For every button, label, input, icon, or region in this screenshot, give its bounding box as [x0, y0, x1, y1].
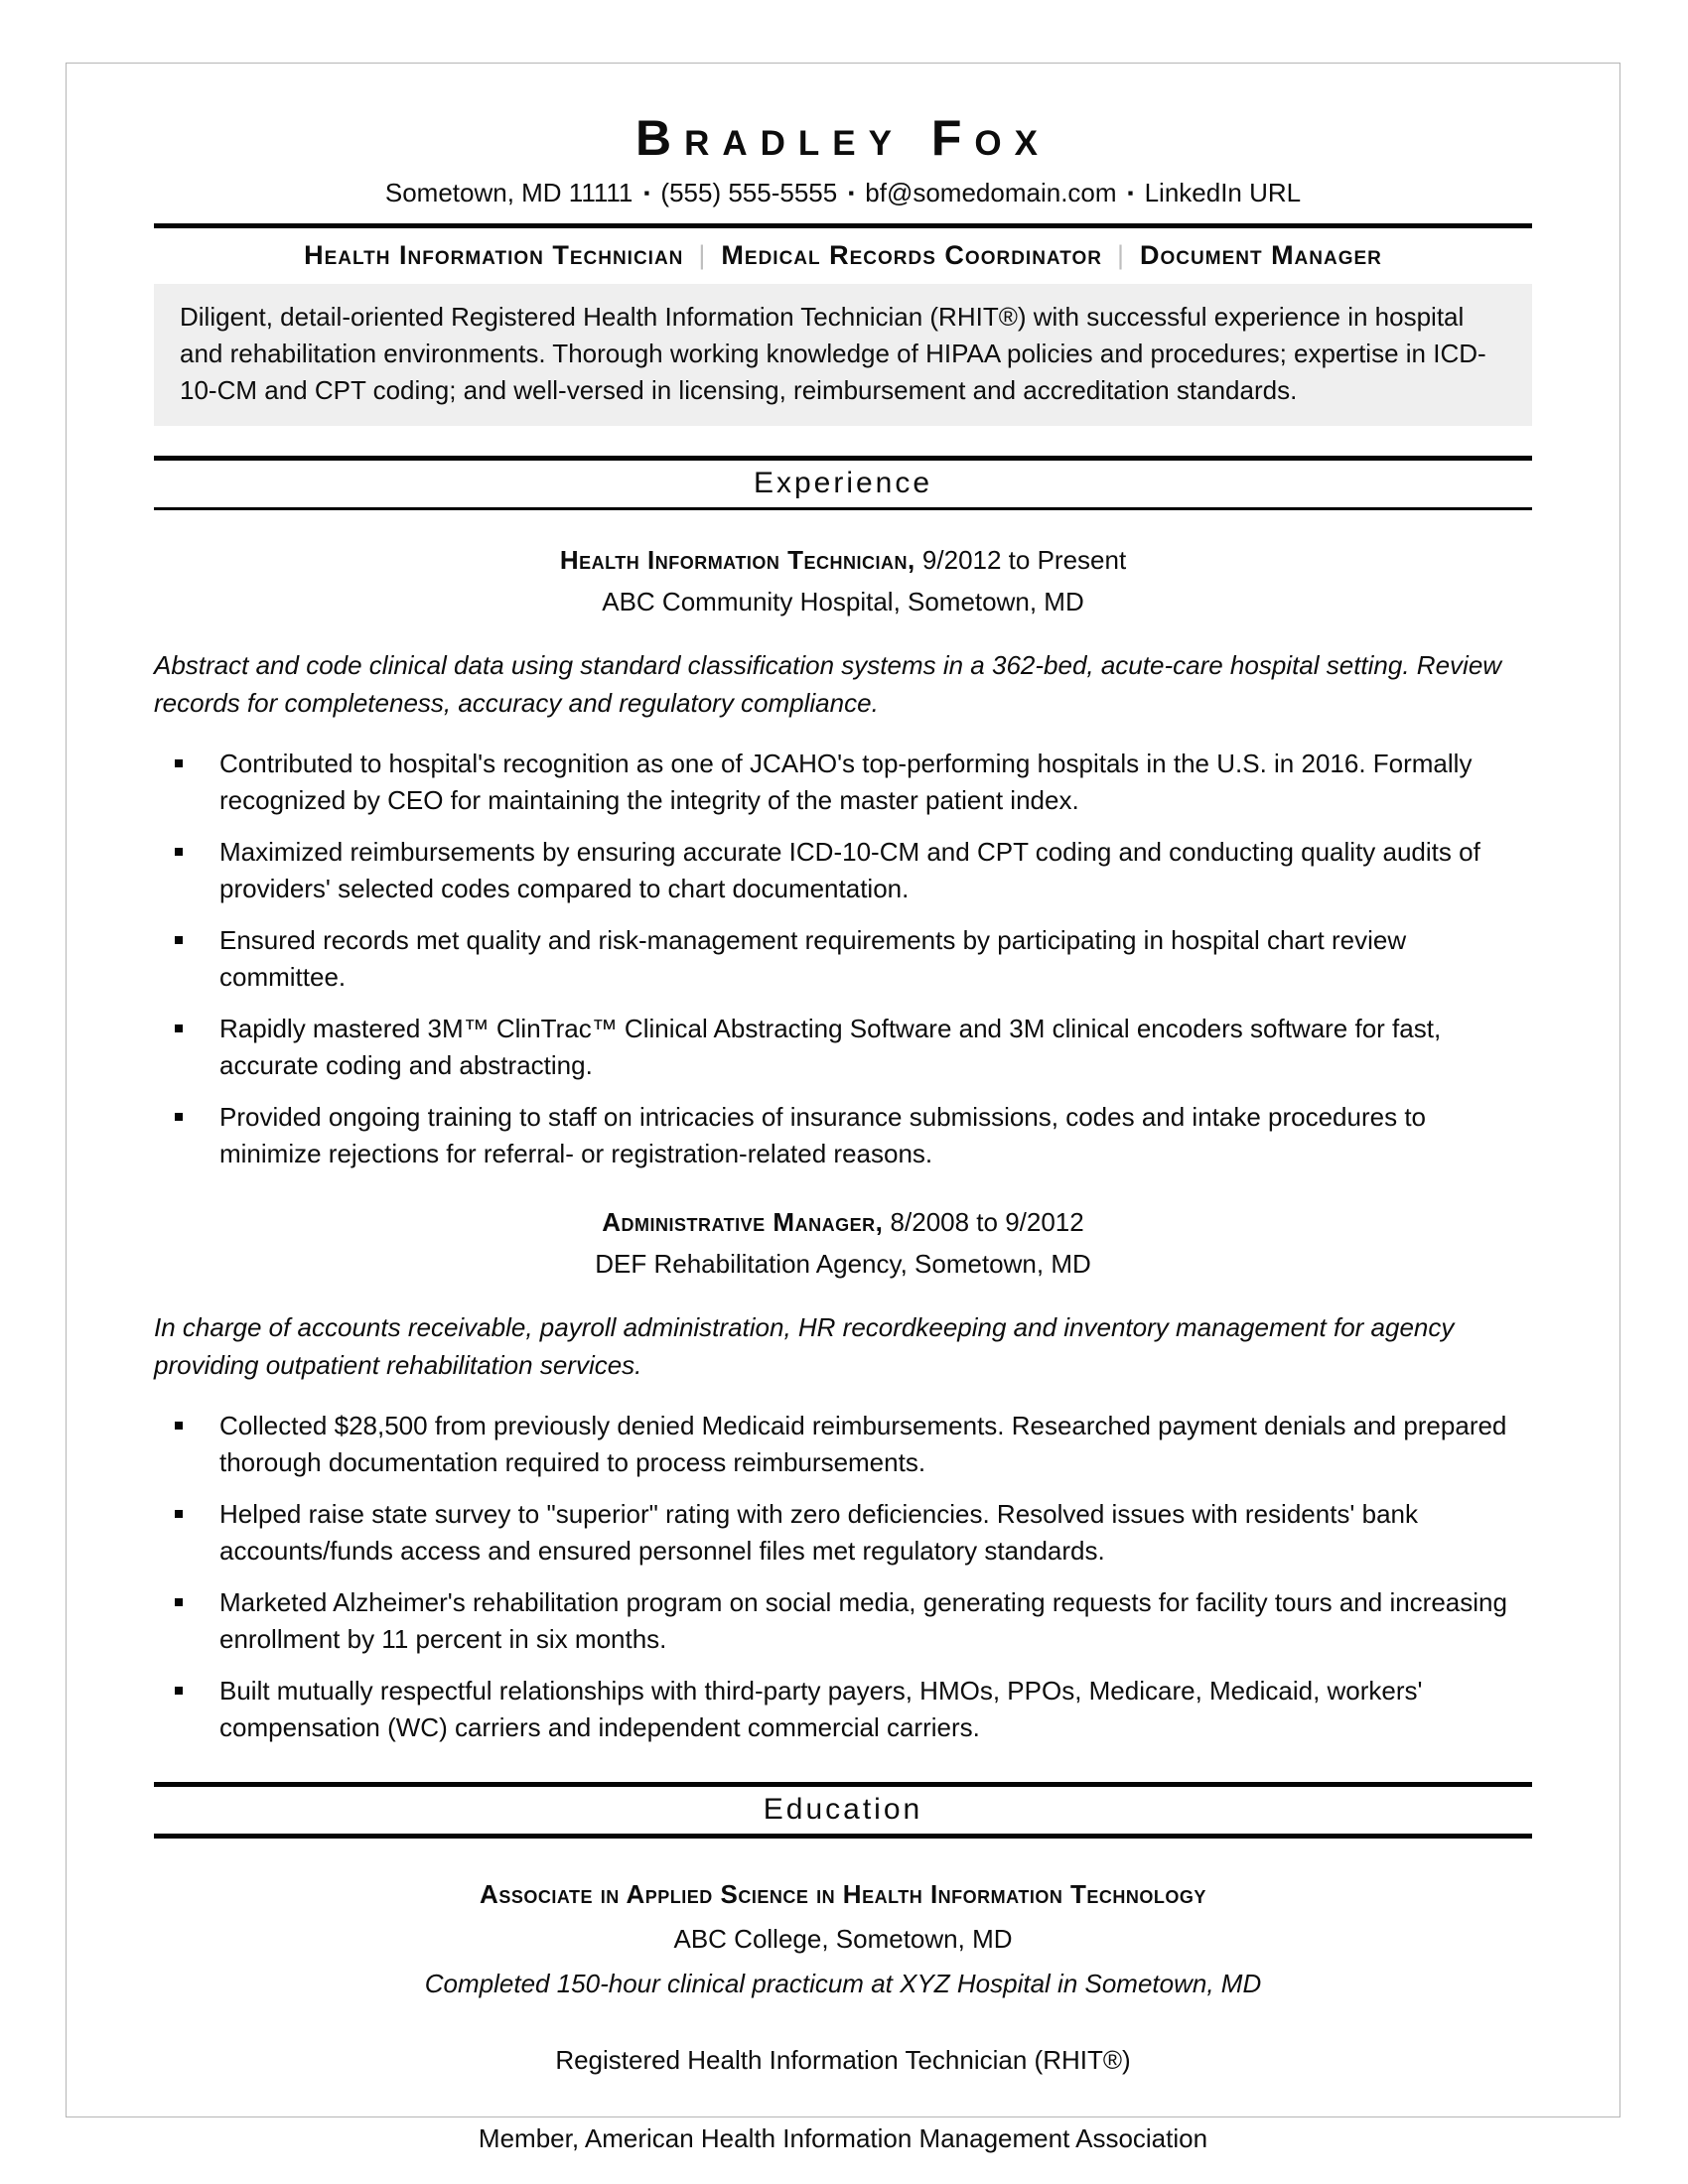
bullet-icon — [175, 1024, 183, 1032]
bullet-text: Ensured records met quality and risk-management requirements by participating in hospital chart review committee. — [219, 925, 1407, 992]
bullet-text: Built mutually respectful relationships with third-party payers, HMOs, PPOs, Medicare, Medicaid, workers' compensation (WC) carriers and independent commercial carriers. — [219, 1676, 1423, 1742]
bullet-icon — [175, 1598, 183, 1606]
job-dates: 8/2008 to 9/2012 — [890, 1207, 1084, 1237]
contact-email: bf@somedomain.com — [865, 178, 1117, 207]
bullet-text: Contributed to hospital's recognition as one of JCAHO's top-performing hospitals in the U.S. in 2016. Formally recognized by CEO for maintaining the integrity of the master patient index. — [219, 749, 1473, 815]
list-item — [154, 834, 1532, 907]
list-item — [154, 1011, 1532, 1084]
role-medical-records-coordinator: Medical Records Coordinator — [721, 240, 1102, 270]
contact-separator-icon: ▪ — [1127, 184, 1134, 203]
job-bullet-list — [154, 746, 1532, 1172]
contact-line — [154, 177, 1532, 209]
job-title-line — [154, 544, 1532, 577]
bullet-text: Helped raise state survey to "superior" rating with zero deficiencies. Resolved issues with residents' bank accounts/funds access and ensured personnel files met regulatory standards. — [219, 1499, 1418, 1566]
summary-text: Diligent, detail-oriented Registered Health Information Technician (RHIT®) with successful experience in hospital and rehabilitation environments. Thorough working knowledge of HIPAA policies and procedures; expertise in ICD-10-CM and CPT coding; and well-versed in licensing, reimbursement and accreditation standards. — [180, 302, 1486, 405]
job-description: In charge of accounts receivable, payroll administration, HR recordkeeping and inventory management for agency providing outpatient rehabilitation services. — [154, 1312, 1455, 1380]
list-item — [154, 1673, 1532, 1746]
bullet-text: Maximized reimbursements by ensuring accurate ICD-10-CM and CPT coding and conducting quality audits of providers' selected codes compared to chart documentation. — [219, 837, 1480, 903]
job-dates: 9/2012 to Present — [921, 545, 1127, 575]
contact-separator-icon: ▪ — [643, 184, 650, 203]
education-membership: Member, American Health Information Management Association — [478, 2123, 1208, 2153]
education-certification: Registered Health Information Technician (RHIT®) — [555, 2045, 1131, 2075]
education-degree: Associate in Applied Science in Health Information Technology — [480, 1879, 1206, 1909]
header-divider — [154, 223, 1532, 228]
list-item — [154, 1584, 1532, 1658]
job-employer: DEF Rehabilitation Agency, Sometown, MD — [595, 1249, 1091, 1279]
job-title: Administrative Manager, — [602, 1207, 884, 1237]
list-item — [154, 1496, 1532, 1570]
bullet-icon — [175, 1510, 183, 1518]
job-bullet-list — [154, 1408, 1532, 1746]
contact-location: Sometown, MD 11111 — [384, 178, 633, 207]
job-employer: ABC Community Hospital, Sometown, MD — [602, 587, 1084, 616]
contact-phone: (555) 555-5555 — [660, 178, 838, 207]
bullet-text: Rapidly mastered 3M™ ClinTrac™ Clinical Abstracting Software and 3M clinical encoders software for fast, accurate coding and abstracting. — [219, 1014, 1442, 1080]
bullet-text: Provided ongoing training to staff on intricacies of insurance submissions, codes and intake procedures to minimize rejections for referral- or registration-related reasons. — [219, 1102, 1427, 1168]
job-description: Abstract and code clinical data using standard classification systems in a 362-bed, acute-care hospital setting. Review records for completeness, accuracy and regulatory compliance. — [154, 650, 1502, 718]
experience-top-rule — [154, 456, 1532, 461]
education-section — [154, 1782, 1532, 2155]
role-separator: | — [1117, 240, 1126, 270]
list-item — [154, 746, 1532, 819]
education-top-rule — [154, 1782, 1532, 1787]
role-document-manager: Document Manager — [1140, 240, 1382, 270]
list-item — [154, 1408, 1532, 1481]
bullet-icon — [175, 1687, 183, 1695]
bullet-icon — [175, 936, 183, 944]
roles-line — [154, 238, 1532, 272]
bullet-icon — [175, 1113, 183, 1121]
experience-section-header — [154, 456, 1532, 510]
bullet-text: Marketed Alzheimer's rehabilitation program on social media, generating requests for facility tours and increasing enrollment by 11 percent in six months. — [219, 1587, 1507, 1654]
job-health-information-technician — [154, 544, 1532, 1172]
education-section-title: Education — [763, 1793, 923, 1826]
list-item — [154, 922, 1532, 996]
job-title-line — [154, 1206, 1532, 1239]
job-title: Health Information Technician, — [559, 545, 915, 575]
bullet-text: Collected $28,500 from previously denied Medicaid reimbursements. Researched payment denials and prepared thorough documentation required to process reimbursements. — [219, 1411, 1507, 1477]
education-practicum: Completed 150-hour clinical practicum at XYZ Hospital in Sometown, MD — [424, 1969, 1262, 1998]
job-administrative-manager — [154, 1206, 1532, 1746]
candidate-name: Bradley Fox — [634, 110, 1051, 166]
bullet-icon — [175, 759, 183, 767]
contact-linkedin: LinkedIn URL — [1144, 178, 1302, 207]
bullet-icon — [175, 1422, 183, 1430]
list-item — [154, 1099, 1532, 1172]
contact-separator-icon: ▪ — [848, 184, 855, 203]
experience-section-title: Experience — [753, 467, 933, 499]
role-separator: | — [698, 240, 707, 270]
education-bottom-rule — [154, 1834, 1532, 1839]
experience-bottom-rule — [154, 507, 1532, 510]
role-health-information-technician: Health Information Technician — [304, 240, 684, 270]
education-section-header — [154, 1782, 1532, 1839]
summary-box — [154, 284, 1532, 426]
resume-page — [66, 63, 1620, 2153]
bullet-icon — [175, 848, 183, 856]
education-school: ABC College, Sometown, MD — [673, 1924, 1013, 1954]
